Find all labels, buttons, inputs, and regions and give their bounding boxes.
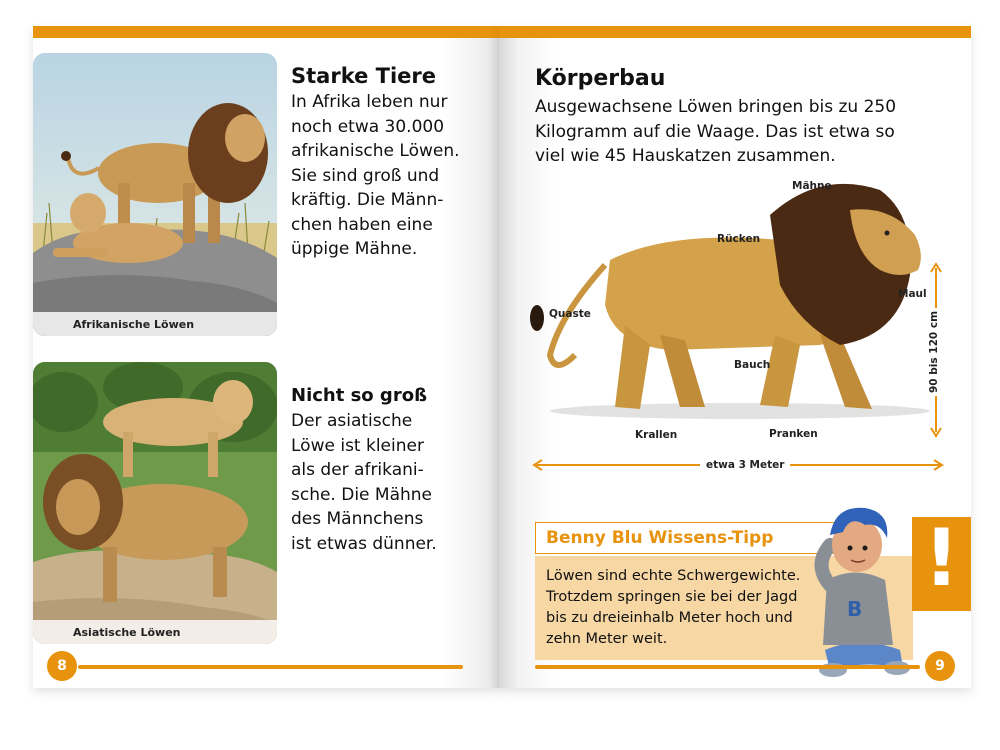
section-body	[291, 90, 460, 262]
text-line: Ausgewachsene Löwen bringen bis zu 250	[535, 97, 897, 117]
section-body	[291, 409, 437, 556]
label-tuft: Quaste	[549, 308, 591, 320]
section-heading: Starke Tiere	[291, 64, 437, 88]
label-length: etwa 3 Meter	[700, 459, 790, 471]
text-line: ist etwas dünner.	[291, 533, 437, 554]
text-line: sche. Die Mähne	[291, 484, 433, 505]
text-line: Sie sind groß und	[291, 165, 440, 186]
text-line: chen haben eine	[291, 214, 433, 235]
text-line: Löwen sind echte Schwergewichte.	[546, 568, 801, 584]
image-caption: Afrikanische Löwen	[33, 312, 277, 336]
text-line: In Afrika leben nur	[291, 92, 448, 112]
text-line: üppige Mähne.	[291, 239, 418, 259]
svg-text:B: B	[847, 597, 863, 621]
text-line: des Männchens	[291, 509, 424, 529]
section-heading: Nicht so groß	[291, 385, 428, 406]
page-heading: Körperbau	[535, 66, 666, 91]
exclamation-mark: !	[923, 514, 960, 604]
text-line: als der afrikani-	[291, 460, 424, 480]
image-caption: Asiatische Löwen	[33, 620, 277, 644]
exclamation-box	[912, 514, 971, 611]
page-number: 8	[47, 651, 77, 681]
text-line: Trotzdem springen sie bei der Jagd	[546, 589, 798, 605]
text-line: afrikanische Löwen.	[291, 141, 460, 161]
text-line: Löwe ist kleiner	[291, 435, 424, 456]
intro-text	[535, 95, 896, 169]
label-belly: Bauch	[734, 359, 771, 371]
page-number: 9	[925, 651, 955, 681]
top-accent-bar	[33, 26, 499, 38]
text-line: kräftig. Die Männ-	[291, 190, 444, 210]
top-accent-bar	[499, 26, 971, 38]
lion-anatomy-diagram	[520, 175, 960, 475]
asiatic-lions-illustration	[33, 362, 277, 644]
text-line: bis zu dreieinhalb Meter hoch und	[546, 610, 793, 626]
text-line: Kilogramm auf die Waage. Das ist etwa so	[535, 121, 895, 142]
text-line: noch etwa 30.000	[291, 116, 445, 137]
label-mouth: Maul	[898, 288, 927, 300]
tail-tuft	[530, 305, 544, 331]
text-line: Der asiatische	[291, 411, 413, 431]
label-mane: Mähne	[792, 180, 832, 192]
text-line: zehn Meter weit.	[546, 631, 668, 647]
tip-title: Benny Blu Wissens-Tipp	[546, 528, 774, 548]
label-back: Rücken	[717, 233, 761, 245]
text-line: viel wie 45 Hauskatzen zusammen.	[535, 146, 836, 166]
african-lions-illustration	[33, 53, 277, 336]
label-paws: Pranken	[769, 428, 818, 440]
tip-text	[546, 566, 846, 650]
label-height: 90 bis 120 cm	[928, 308, 940, 396]
label-claws: Krallen	[635, 429, 678, 441]
footer-rule	[535, 665, 920, 669]
footer-rule	[78, 665, 463, 669]
benny-blu-mascot	[805, 500, 915, 685]
